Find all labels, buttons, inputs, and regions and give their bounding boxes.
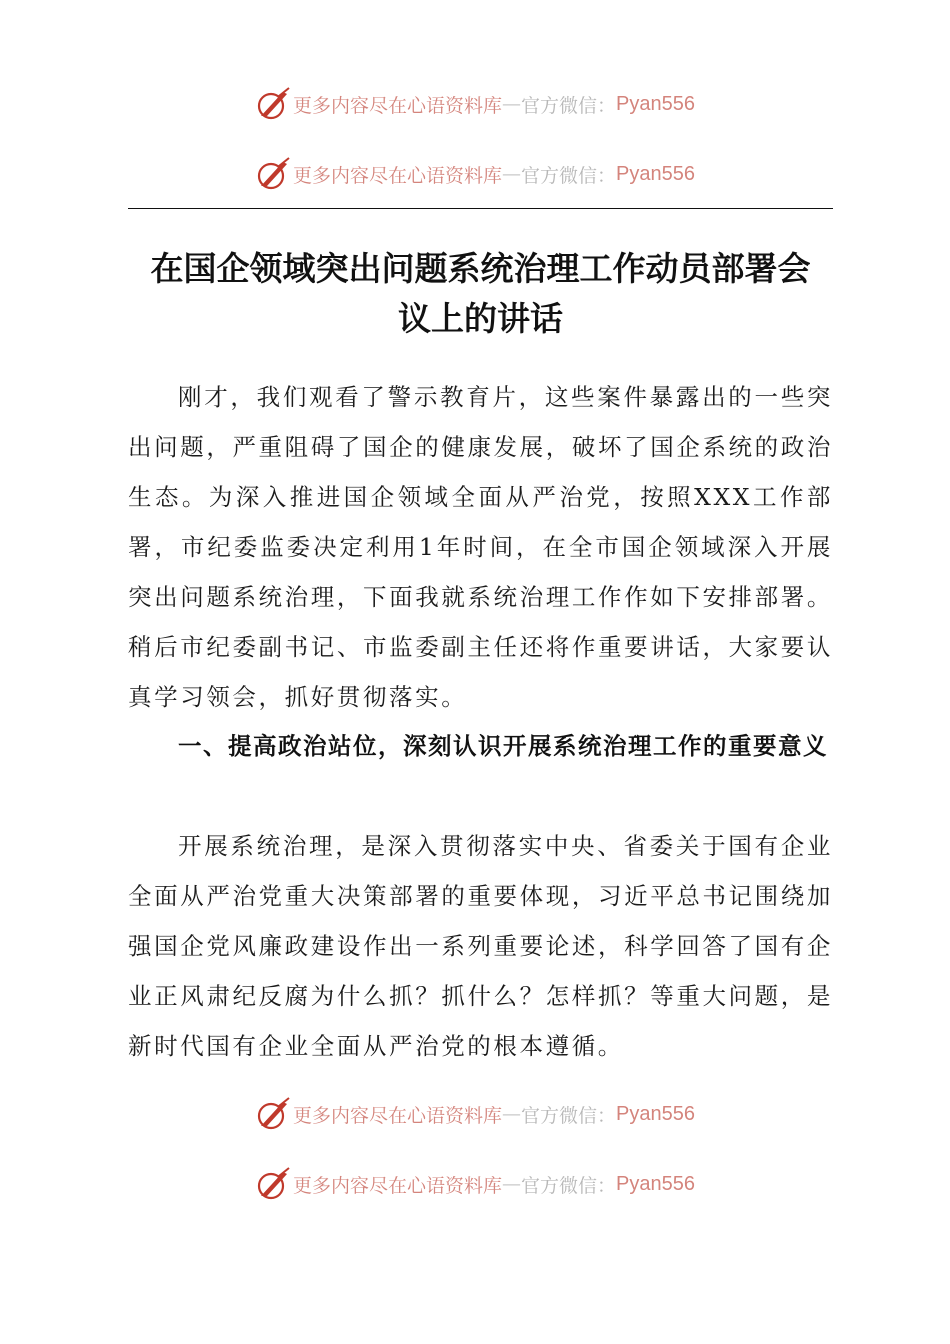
watermark-wechat-id: Pyan556 xyxy=(616,1102,695,1125)
watermark-banner-top-2 xyxy=(0,154,950,194)
quill-pen-icon xyxy=(255,1096,291,1132)
watermark-text: 更多内容尽在心语资料库 xyxy=(293,164,503,187)
watermark-banner-bottom-1 xyxy=(0,1094,950,1134)
title-line-1: 在国企领域突出问题系统治理工作动员部署会 xyxy=(150,249,811,288)
watermark-wechat-id: Pyan556 xyxy=(616,92,695,115)
document-title xyxy=(128,244,833,344)
header-divider xyxy=(128,208,833,209)
watermark-wechat-id: Pyan556 xyxy=(616,1172,695,1195)
watermark-official-label: 官方微信： xyxy=(521,164,617,187)
watermark-separator: — xyxy=(502,1103,522,1125)
watermark-official-label: 官方微信： xyxy=(521,1104,617,1127)
quill-pen-icon xyxy=(255,86,291,122)
watermark-wechat-id: Pyan556 xyxy=(616,162,695,185)
watermark-text: 更多内容尽在心语资料库 xyxy=(293,1174,503,1197)
watermark-banner-bottom-2 xyxy=(0,1164,950,1204)
section-heading-1: 一、提高政治站位，深刻认识开展系统治理工作的重要意义 xyxy=(178,732,828,760)
paragraph-intro: 刚才，我们观看了警示教育片，这些案件暴露出的一些突出问题，严重阻碍了国企的健康发展，破坏了国企系统的政治生态。为深入推进国企领域全面从严治党，按照XXX工作部署，市纪委监委决定利用1年时间，在全市国企领域深入开展突出问题系统治理，下面我就系统治理工作作如下安排部署。稍后市纪委副书记、市监委副主任还将作重要讲话，大家要认真学习领会，抓好贯彻落实。 xyxy=(128,383,833,711)
watermark-separator: — xyxy=(502,93,522,115)
watermark-banner-top-1 xyxy=(0,84,950,124)
quill-pen-icon xyxy=(255,1166,291,1202)
watermark-text: 更多内容尽在心语资料库 xyxy=(293,94,503,117)
watermark-official-label: 官方微信： xyxy=(521,94,617,117)
paragraph-section-1: 开展系统治理，是深入贯彻落实中央、省委关于国有企业全面从严治党重大决策部署的重要体现，习近平总书记围绕加强国企党风廉政建设作出一系列重要论述，科学回答了国有企业正风肃纪反腐为什么抓？抓什么？怎样抓？等重大问题，是新时代国有企业全面从严治党的根本遵循。 xyxy=(128,832,833,1060)
title-line-2: 议上的讲话 xyxy=(398,299,563,338)
watermark-text: 更多内容尽在心语资料库 xyxy=(293,1104,503,1127)
quill-pen-icon xyxy=(255,156,291,192)
watermark-official-label: 官方微信： xyxy=(521,1174,617,1197)
watermark-separator: — xyxy=(502,163,522,185)
watermark-separator: — xyxy=(502,1173,522,1195)
